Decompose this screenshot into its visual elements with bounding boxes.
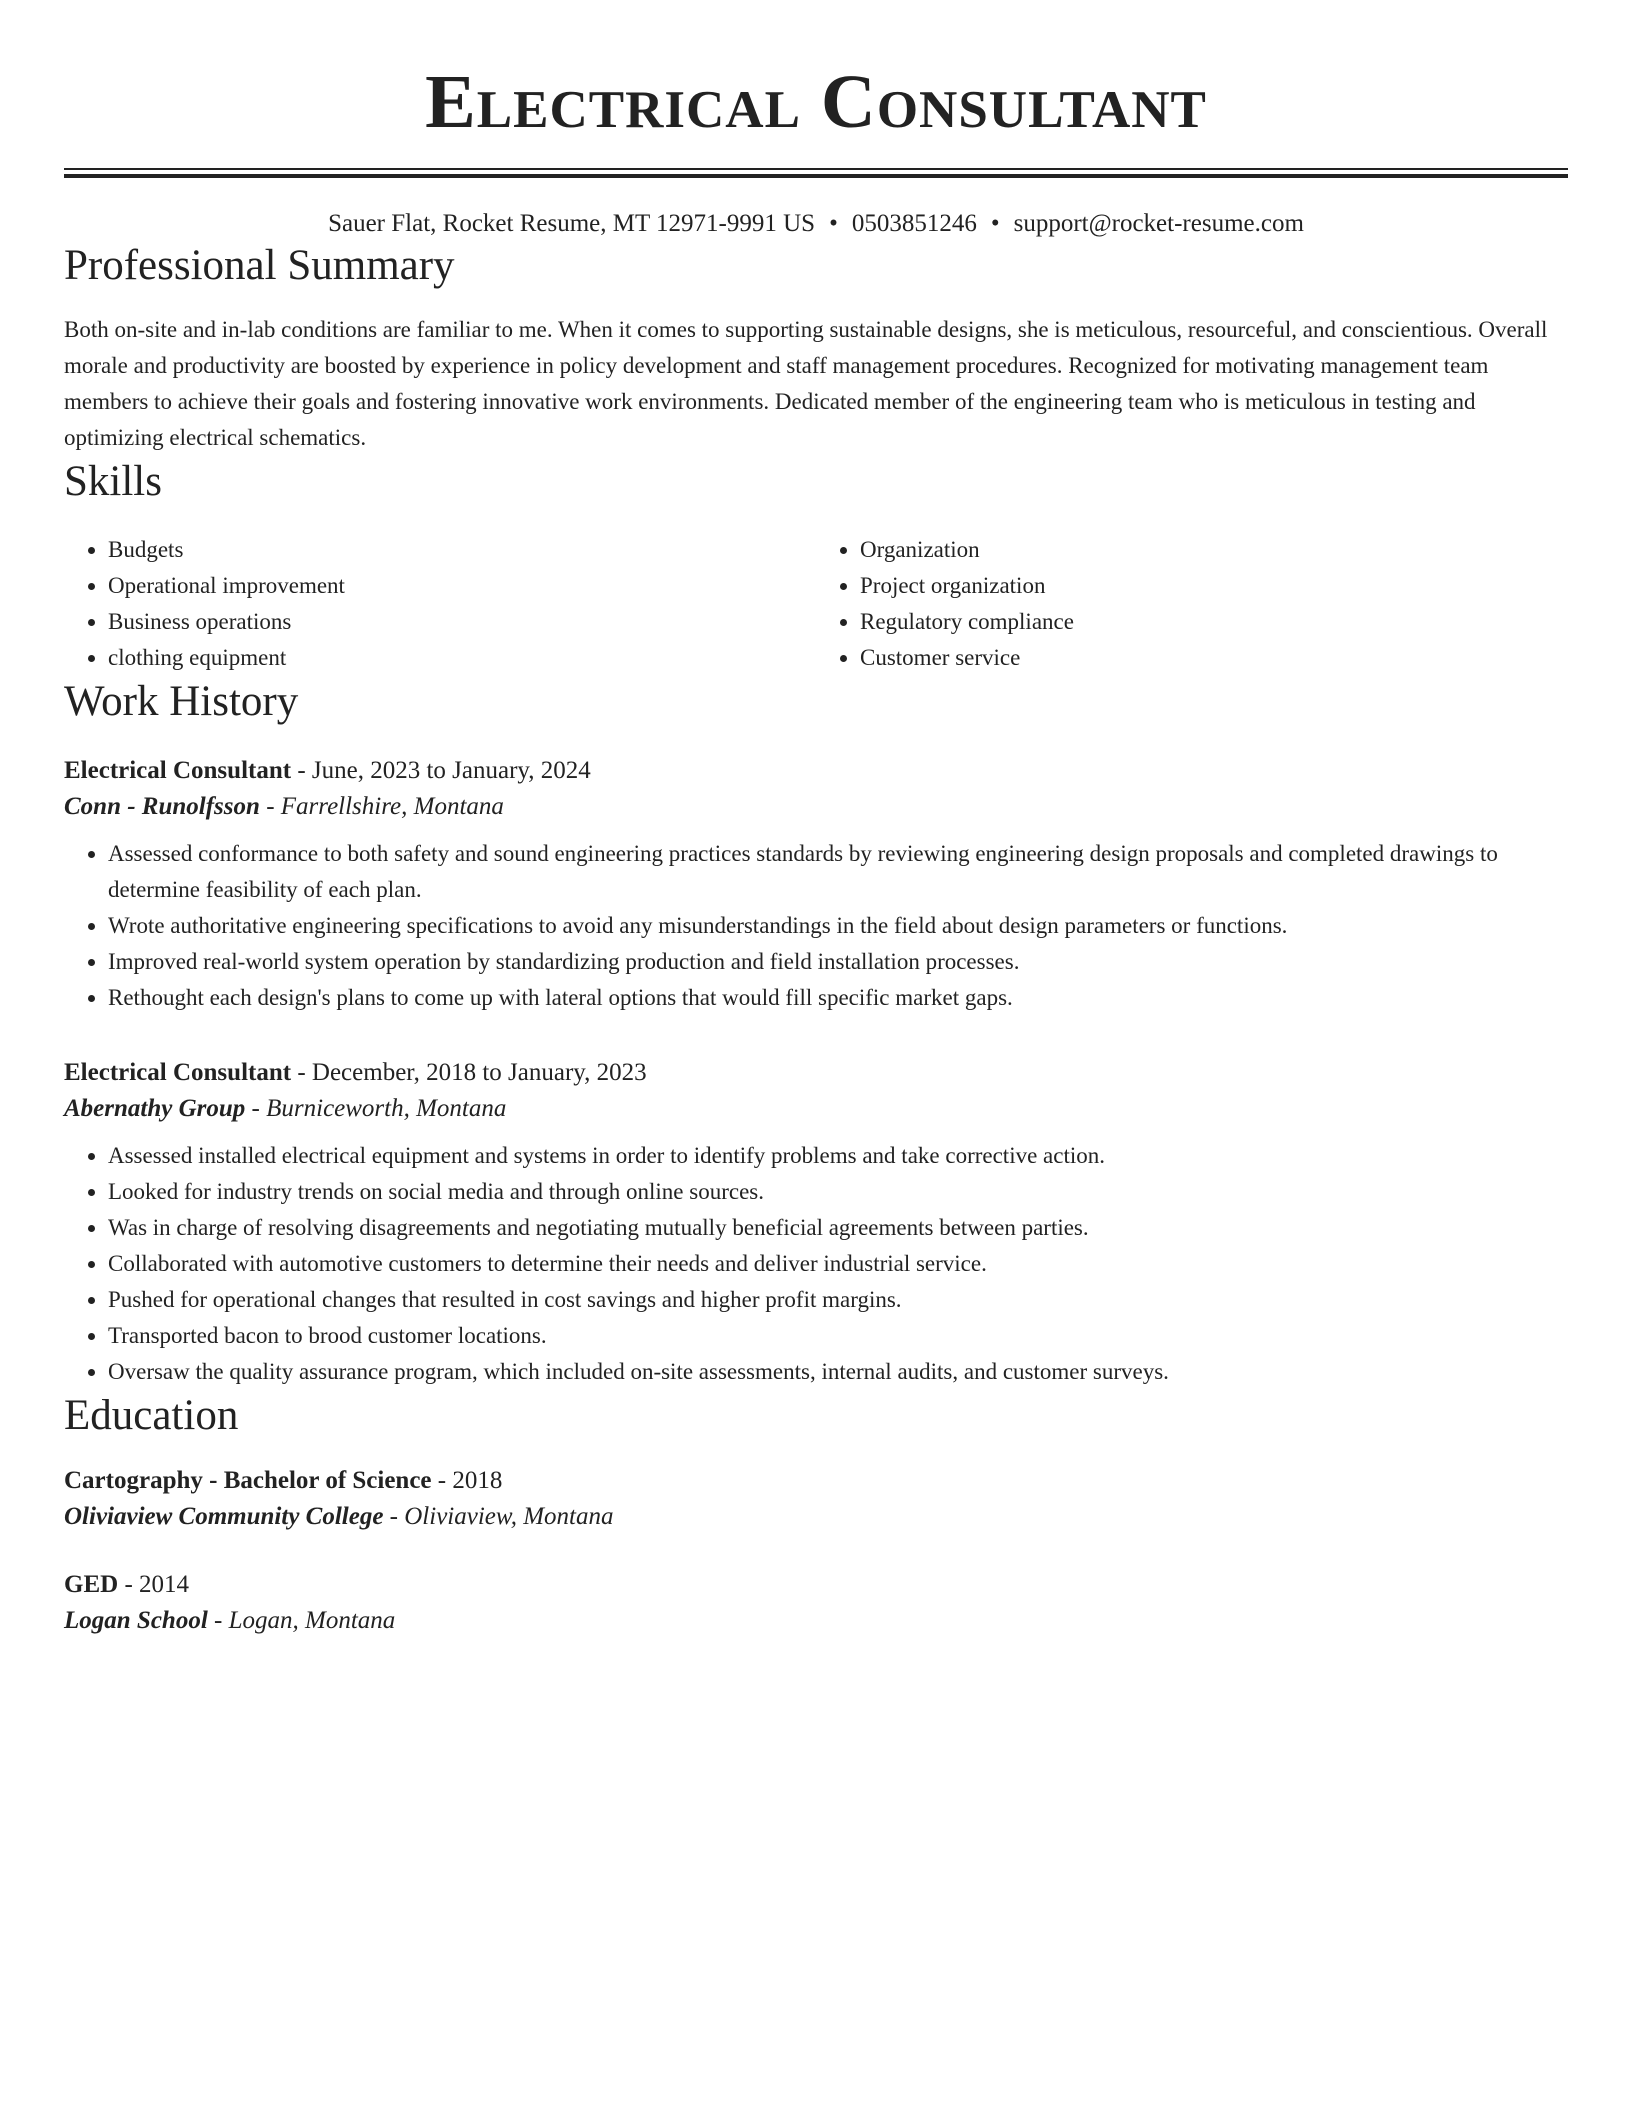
- summary-heading: Professional Summary: [64, 242, 455, 289]
- title-divider: [64, 168, 1568, 178]
- job-bullet: • Rethought each design's plans to come up with lateral options that would fill specific market gaps.: [108, 980, 1568, 1016]
- skill-item: • Budgets: [108, 532, 816, 568]
- skill-item: • Regulatory compliance: [860, 604, 1568, 640]
- education-degree-line: [64, 1464, 1568, 1498]
- education-degree: GED: [64, 1571, 119, 1598]
- education-degree: Cartography - Bachelor of Science: [64, 1467, 432, 1494]
- resume-title: Electrical Consultant: [425, 60, 1207, 144]
- job-bullet: • Wrote authoritative engineering specifications to avoid any misunderstandings in the field about design parameters or functions.: [108, 908, 1568, 944]
- contact-email: support@rocket-resume.com: [1013, 210, 1304, 237]
- job-title: Electrical Consultant: [64, 757, 292, 784]
- education-heading: Education: [64, 1392, 239, 1439]
- job-bullet: • Improved real-world system operation by standardizing production and field installation processes.: [108, 944, 1568, 980]
- job-entry: [64, 754, 1568, 1016]
- contact-separator: •: [829, 210, 838, 237]
- job-company-line: [64, 1090, 1568, 1128]
- job-title-line: [64, 1056, 1568, 1090]
- skills-list: [64, 532, 1568, 676]
- education-year: - 2018: [431, 1467, 503, 1494]
- job-company: Abernathy Group: [64, 1095, 246, 1122]
- job-bullet: • Pushed for operational changes that resulted in cost savings and higher profit margins.: [108, 1282, 1568, 1318]
- job-location: - Burniceworth, Montana: [245, 1095, 507, 1122]
- skills-heading: Skills: [64, 458, 162, 505]
- job-bullet: • Oversaw the quality assurance program, which included on-site assessments, internal audits, and customer surveys.: [108, 1354, 1568, 1390]
- education-year: - 2014: [118, 1571, 190, 1598]
- skill-item: • Operational improvement: [108, 568, 816, 604]
- contact-address: Sauer Flat, Rocket Resume, MT 12971-9991 US: [328, 210, 816, 237]
- skills-column-left: [64, 532, 816, 676]
- skill-item: • Organization: [860, 532, 1568, 568]
- work-history-heading: Work History: [64, 678, 299, 725]
- job-bullet: • Was in charge of resolving disagreements and negotiating mutually beneficial agreements between parties.: [108, 1210, 1568, 1246]
- job-dates: - December, 2018 to January, 2023: [291, 1059, 647, 1086]
- job-dates: - June, 2023 to January, 2024: [291, 757, 591, 784]
- skills-column-right: [816, 532, 1568, 676]
- education-school-line: [64, 1498, 1568, 1536]
- contact-line: [64, 208, 1568, 240]
- education-school: Logan School: [64, 1607, 208, 1634]
- job-title-line: [64, 754, 1568, 788]
- job-company-line: [64, 788, 1568, 826]
- education-location: - Oliviaview, Montana: [383, 1503, 614, 1530]
- job-bullets: [64, 1138, 1568, 1390]
- job-bullets: [64, 836, 1568, 1016]
- skill-item: • Project organization: [860, 568, 1568, 604]
- job-bullet: • Assessed conformance to both safety and sound engineering practices standards by reviewing engineering design proposals and completed drawings to determine feasibility of each plan.: [108, 836, 1568, 908]
- education-school-line: [64, 1602, 1568, 1640]
- job-bullet: • Looked for industry trends on social media and through online sources.: [108, 1174, 1568, 1210]
- education-entry: [64, 1568, 1568, 1640]
- education-school: Oliviaview Community College: [64, 1503, 384, 1530]
- contact-separator: •: [990, 210, 1000, 237]
- job-bullet: • Assessed installed electrical equipment and systems in order to identify problems and take corrective action.: [108, 1138, 1568, 1174]
- job-company: Conn - Runolfsson: [64, 793, 260, 820]
- skill-item: • clothing equipment: [108, 640, 816, 676]
- job-bullet: • Collaborated with automotive customers to determine their needs and deliver industrial service.: [108, 1246, 1568, 1282]
- job-location: - Farrellshire, Montana: [259, 793, 504, 820]
- skill-item: • Customer service: [860, 640, 1568, 676]
- education-location: - Logan, Montana: [207, 1607, 396, 1634]
- job-title: Electrical Consultant: [64, 1059, 292, 1086]
- education-entry: [64, 1464, 1568, 1536]
- contact-phone: 0503851246: [851, 210, 977, 237]
- job-entry: [64, 1056, 1568, 1390]
- education-degree-line: [64, 1568, 1568, 1602]
- job-bullet: • Transported bacon to brood customer locations.: [108, 1318, 1568, 1354]
- skill-item: • Business operations: [108, 604, 816, 640]
- summary-text: Both on-site and in-lab conditions are familiar to me. When it comes to supporting sustainable designs, she is meticulous, resourceful, and conscientious. Overall morale and productivity are boosted by experience in policy development and staff management procedures. Recognized for motivating management team members to achieve their goals and fostering innovative work environments. Dedicated member of the engineering team who is meticulous in testing and optimizing electrical schematics.: [64, 317, 1548, 450]
